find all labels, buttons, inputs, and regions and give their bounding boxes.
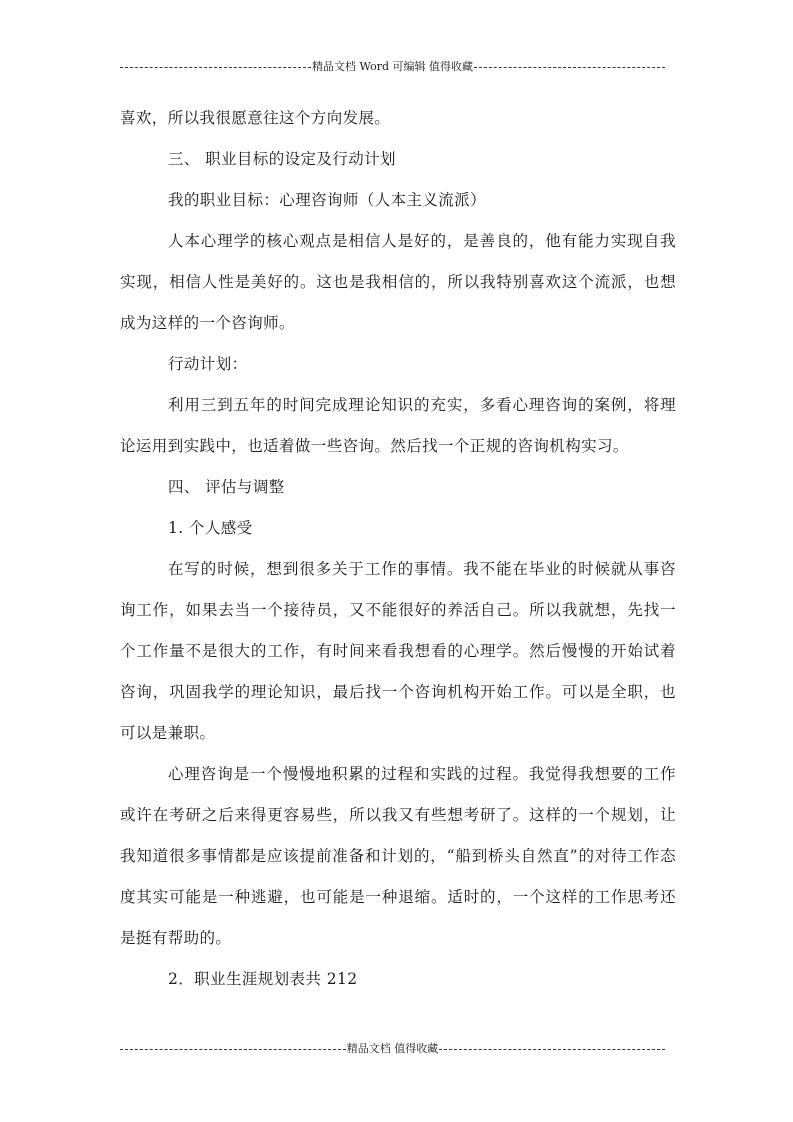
footer-rule-right [439,1049,665,1050]
action-plan-label: 行动计划： [168,355,248,373]
paragraph-counseling-process: 心理咨询是一个慢慢地积累的过程和实践的过程。我觉得我想要的工作或许在考研之后来得更容易些，所以我又有些想考研了。这样的一个规划，让我知道很多事情都是应该提前准备和计划的，“船到桥头自然直”的对待工作态度其实可能是一种逃避，也可能是一种退缩。适时的，一个这样的工作思考还是挺有帮助的。 [120,765,676,947]
header-rule-right [474,67,665,68]
header-rule-left [120,67,311,68]
subheading-personal-feeling: 1. 个人感受 [168,519,253,537]
page-header [120,60,665,74]
header-text: 精品文档 Word 可编辑 值得收藏 [312,60,473,73]
page-footer [120,1042,665,1056]
section-heading-4: 四、 评估与调整 [168,478,285,496]
footer-text: 精品文档 值得收藏 [346,1042,439,1055]
document-body [120,98,676,1000]
section-heading-3: 三、 职业目标的设定及行动计划 [168,150,396,168]
subheading-career-plan-table: 2．职业生涯规划表共 212 [168,970,358,988]
paragraph-humanistic: 人本心理学的核心观点是相信人是好的，是善良的，他有能力实现自我实现，相信人性是美好的。这也是我相信的，所以我特别喜欢这个流派，也想成为这样的一个咨询师。 [120,232,676,332]
paragraph-continuation: 喜欢，所以我很愿意往这个方向发展。 [120,109,391,127]
career-goal: 我的职业目标：心理咨询师（人本主义流派） [168,191,487,209]
paragraph-writing-reflection: 在写的时候，想到很多关于工作的事情。我不能在毕业的时候就从事咨询工作，如果去当一个接待员，又不能很好的养活自己。所以我就想，先找一个工作量不是很大的工作，有时间来看我想看的心理学。然后慢慢的开始试着咨询，巩固我学的理论知识，最后找一个咨询机构开始工作。可以是全职，也可以是兼职。 [120,560,676,742]
footer-rule-left [120,1049,346,1050]
paragraph-action-plan: 利用三到五年的时间完成理论知识的充实，多看心理咨询的案例，将理论运用到实践中，也适着做一些咨询。然后找一个正规的咨询机构实习。 [120,396,676,455]
